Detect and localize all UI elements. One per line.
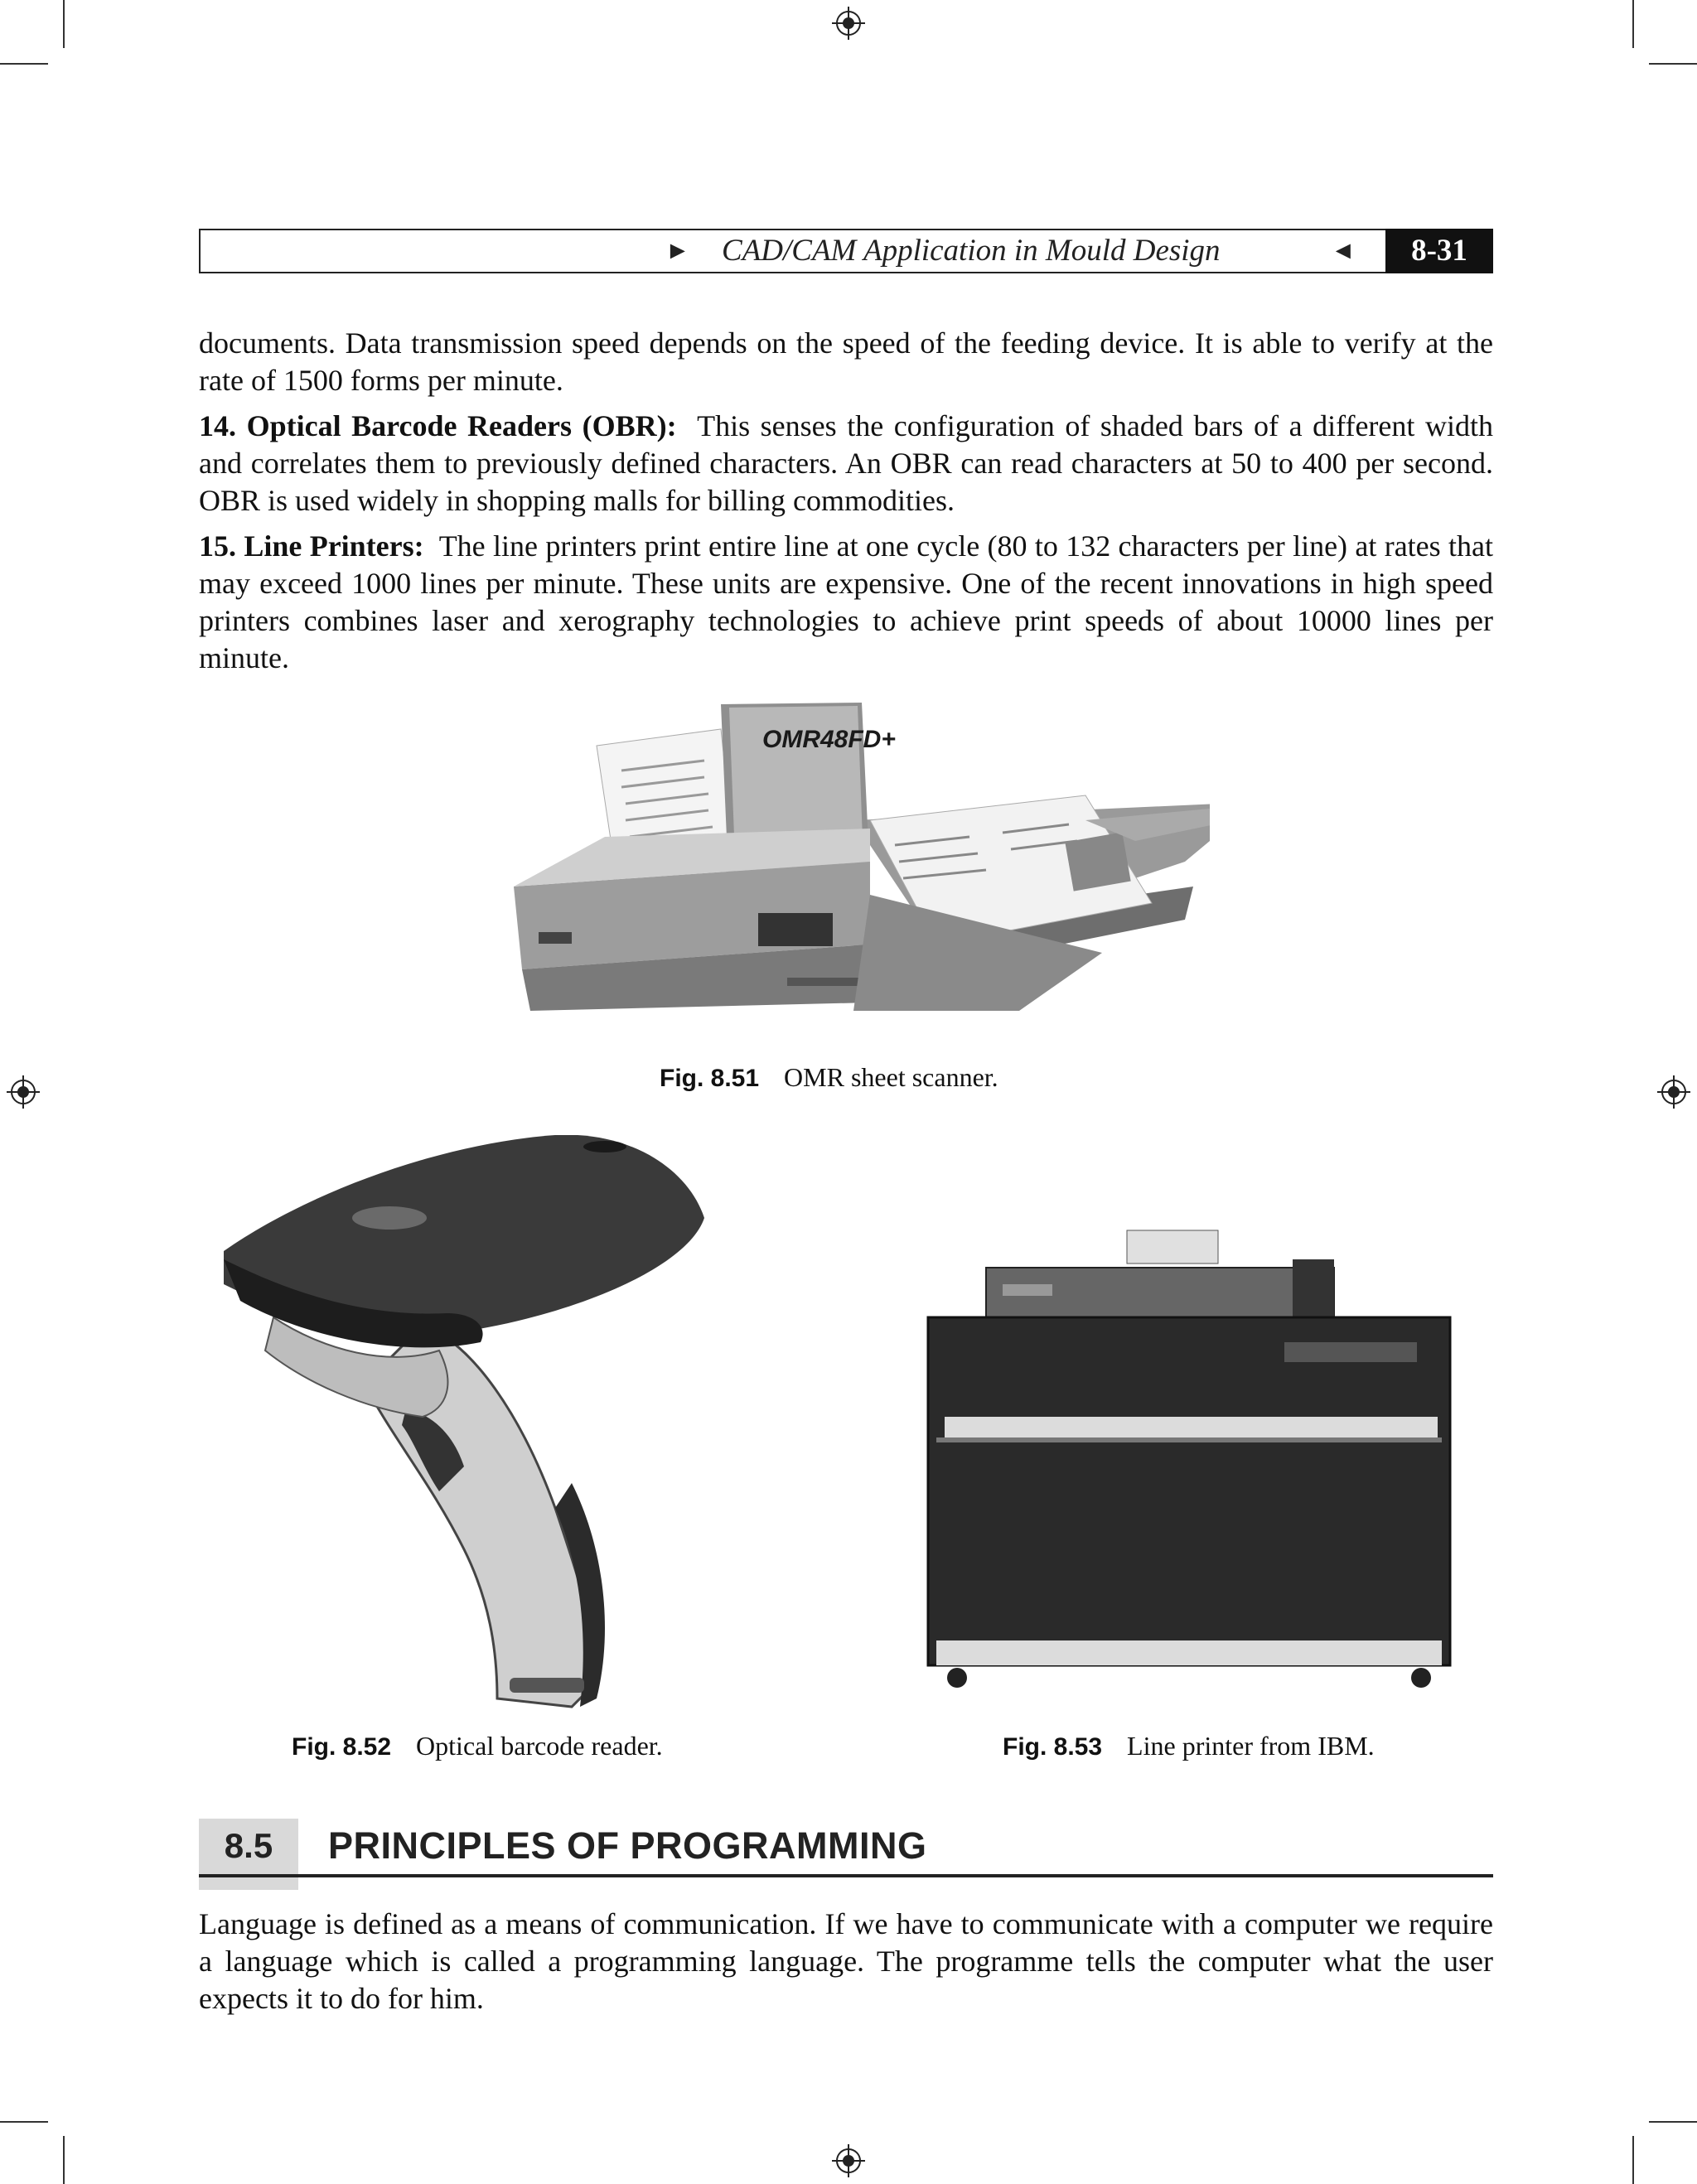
figure-caption-8-52 bbox=[292, 1729, 663, 1764]
list-item-14-label: 14. Optical Barcode Readers (OBR): bbox=[199, 409, 677, 442]
list-item-15-label: 15. Line Printers: bbox=[199, 529, 424, 563]
figure-caption-text-8-53: Line printer from IBM. bbox=[1127, 1731, 1375, 1761]
registration-mark-icon bbox=[830, 2143, 867, 2179]
section-title: PRINCIPLES OF PROGRAMMING bbox=[328, 1824, 927, 1867]
omr-scanner-image bbox=[505, 696, 1210, 1019]
omr-model-label: OMR48FD+ bbox=[762, 726, 896, 753]
crop-mark bbox=[1649, 63, 1697, 65]
registration-mark-icon bbox=[1656, 1074, 1692, 1110]
barcode-reader-image bbox=[224, 1135, 771, 1715]
crop-mark bbox=[63, 2136, 65, 2184]
figure-number-8-53: Fig. 8.53 bbox=[1003, 1733, 1103, 1761]
crop-mark bbox=[0, 63, 48, 65]
list-item-14 bbox=[199, 408, 1493, 519]
running-header-title: CAD/CAM Application in Mould Design bbox=[722, 234, 1221, 268]
list-item-14-text: This senses the configuration of shaded bars of a different width and correlates them to previously defined characters. An OBR can read characters at 50 to 400 per second. OBR is used widely in shopping malls for billing commodities. bbox=[199, 409, 1493, 517]
section-number: 8.5 bbox=[199, 1819, 298, 1890]
list-item-15-text: The line printers print entire line at one cycle (80 to 132 characters per line) at rates that may exceed 1000 lines per minute. These units are expensive. One of the recent innovations in high speed printers combines laser and xerography technologies to achieve print speeds of about 10000 lines per minute. bbox=[199, 529, 1493, 674]
figure-caption-text-8-52: Optical barcode reader. bbox=[416, 1731, 663, 1761]
header-right-arrow-icon: ► bbox=[665, 237, 690, 264]
figure-caption-text-8-51: OMR sheet scanner. bbox=[784, 1062, 998, 1092]
figure-caption-8-53 bbox=[1003, 1729, 1375, 1764]
registration-mark-icon bbox=[5, 1074, 41, 1110]
figure-number-8-52: Fig. 8.52 bbox=[292, 1733, 392, 1761]
line-printer-image bbox=[920, 1226, 1458, 1707]
crop-mark bbox=[1649, 2121, 1697, 2123]
section-paragraph: Language is defined as a means of communication. If we have to communicate with a computer we require a language which is called a programming language. The programme tells the computer what the user expects it to do for him. bbox=[199, 1907, 1493, 2015]
crop-mark bbox=[63, 0, 65, 48]
header-left-arrow-icon: ◄ bbox=[1331, 237, 1356, 264]
figure-number-8-51: Fig. 8.51 bbox=[660, 1065, 760, 1092]
crop-mark bbox=[0, 2121, 48, 2123]
crop-mark bbox=[1632, 0, 1634, 48]
registration-mark-icon bbox=[830, 5, 867, 41]
crop-mark bbox=[1632, 2136, 1634, 2184]
figure-caption-8-51 bbox=[660, 1061, 998, 1095]
section-rule bbox=[199, 1874, 1493, 1877]
paragraph-continued: documents. Data transmission speed depends on the speed of the feeding device. It is able to verify at the rate of 1500 forms per minute. bbox=[199, 326, 1493, 397]
page-number: 8-31 bbox=[1385, 229, 1493, 273]
list-item-15 bbox=[199, 528, 1493, 677]
